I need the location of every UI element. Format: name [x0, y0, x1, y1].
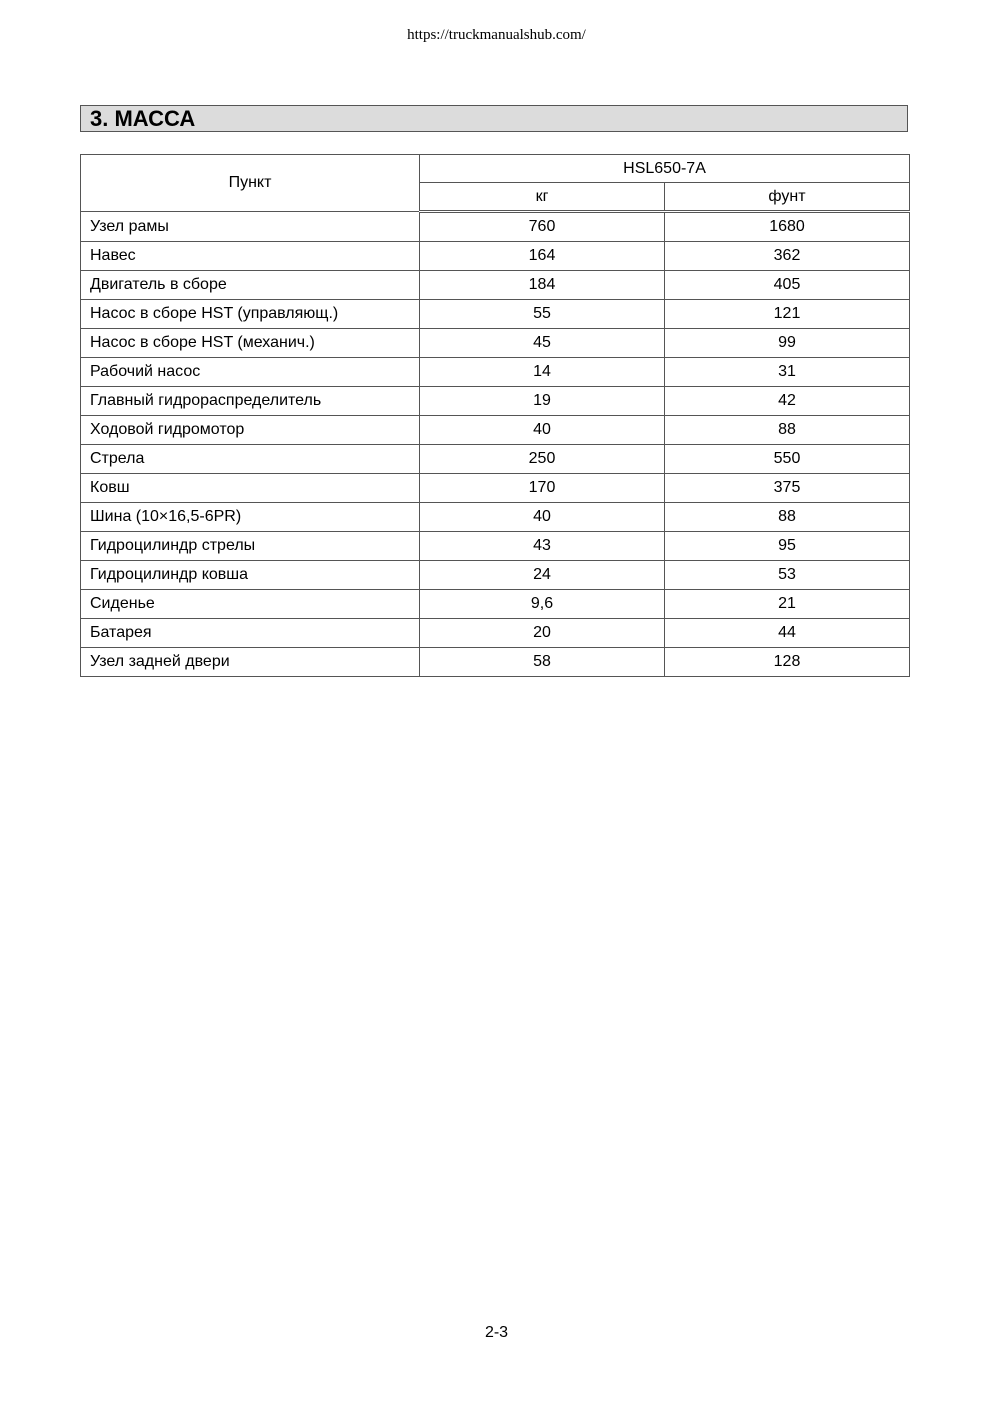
kg-value-cell: 43 — [420, 532, 665, 561]
lb-value-cell: 44 — [665, 619, 910, 648]
lb-value-cell: 53 — [665, 561, 910, 590]
lb-value-cell: 121 — [665, 300, 910, 329]
table-row — [81, 474, 910, 503]
table-row — [81, 503, 910, 532]
table-row — [81, 532, 910, 561]
item-name-cell: Главный гидрораспределитель — [81, 387, 420, 416]
lb-value-cell: 88 — [665, 503, 910, 532]
kg-value-cell: 9,6 — [420, 590, 665, 619]
table-row — [81, 212, 910, 242]
kg-value-cell: 19 — [420, 387, 665, 416]
item-column-header: Пункт — [81, 155, 420, 212]
table-row — [81, 648, 910, 677]
kg-value-cell: 58 — [420, 648, 665, 677]
table-row — [81, 387, 910, 416]
lb-column-header: фунт — [665, 183, 910, 212]
item-name-cell: Ходовой гидромотор — [81, 416, 420, 445]
kg-value-cell: 170 — [420, 474, 665, 503]
item-name-cell: Узел рамы — [81, 212, 420, 242]
kg-value-cell: 20 — [420, 619, 665, 648]
item-name-cell: Сиденье — [81, 590, 420, 619]
lb-value-cell: 95 — [665, 532, 910, 561]
table-row — [81, 590, 910, 619]
table-row — [81, 300, 910, 329]
kg-value-cell: 184 — [420, 271, 665, 300]
item-name-cell: Гидроцилиндр стрелы — [81, 532, 420, 561]
table-row — [81, 619, 910, 648]
section-title: 3. МАССА — [80, 105, 908, 132]
lb-value-cell: 42 — [665, 387, 910, 416]
lb-value-cell: 31 — [665, 358, 910, 387]
kg-value-cell: 164 — [420, 242, 665, 271]
table-header-row — [81, 155, 910, 183]
item-name-cell: Насос в сборе HST (управляющ.) — [81, 300, 420, 329]
table-row — [81, 416, 910, 445]
lb-value-cell: 362 — [665, 242, 910, 271]
kg-value-cell: 760 — [420, 212, 665, 242]
table-row — [81, 271, 910, 300]
lb-value-cell: 375 — [665, 474, 910, 503]
item-name-cell: Узел задней двери — [81, 648, 420, 677]
table-row — [81, 561, 910, 590]
kg-value-cell: 14 — [420, 358, 665, 387]
item-name-cell: Ковш — [81, 474, 420, 503]
kg-value-cell: 250 — [420, 445, 665, 474]
lb-value-cell: 88 — [665, 416, 910, 445]
table-row — [81, 358, 910, 387]
lb-value-cell: 550 — [665, 445, 910, 474]
weights-table — [80, 154, 910, 677]
table-row — [81, 242, 910, 271]
kg-column-header: кг — [420, 183, 665, 212]
item-name-cell: Стрела — [81, 445, 420, 474]
table-body — [81, 212, 910, 677]
kg-value-cell: 40 — [420, 503, 665, 532]
item-name-cell: Навес — [81, 242, 420, 271]
item-name-cell: Гидроцилиндр ковша — [81, 561, 420, 590]
lb-value-cell: 405 — [665, 271, 910, 300]
item-name-cell: Рабочий насос — [81, 358, 420, 387]
page-number: 2-3 — [484, 1324, 509, 1341]
model-column-header: HSL650-7A — [420, 155, 910, 183]
kg-value-cell: 24 — [420, 561, 665, 590]
item-name-cell: Шина (10×16,5-6PR) — [81, 503, 420, 532]
table-row — [81, 329, 910, 358]
kg-value-cell: 45 — [420, 329, 665, 358]
lb-value-cell: 99 — [665, 329, 910, 358]
item-name-cell: Батарея — [81, 619, 420, 648]
item-name-cell: Насос в сборе HST (механич.) — [81, 329, 420, 358]
lb-value-cell: 128 — [665, 648, 910, 677]
lb-value-cell: 21 — [665, 590, 910, 619]
source-url: https://truckmanualshub.com/ — [407, 27, 586, 43]
item-name-cell: Двигатель в сборе — [81, 271, 420, 300]
kg-value-cell: 40 — [420, 416, 665, 445]
lb-value-cell: 1680 — [665, 212, 910, 242]
kg-value-cell: 55 — [420, 300, 665, 329]
table-row — [81, 445, 910, 474]
